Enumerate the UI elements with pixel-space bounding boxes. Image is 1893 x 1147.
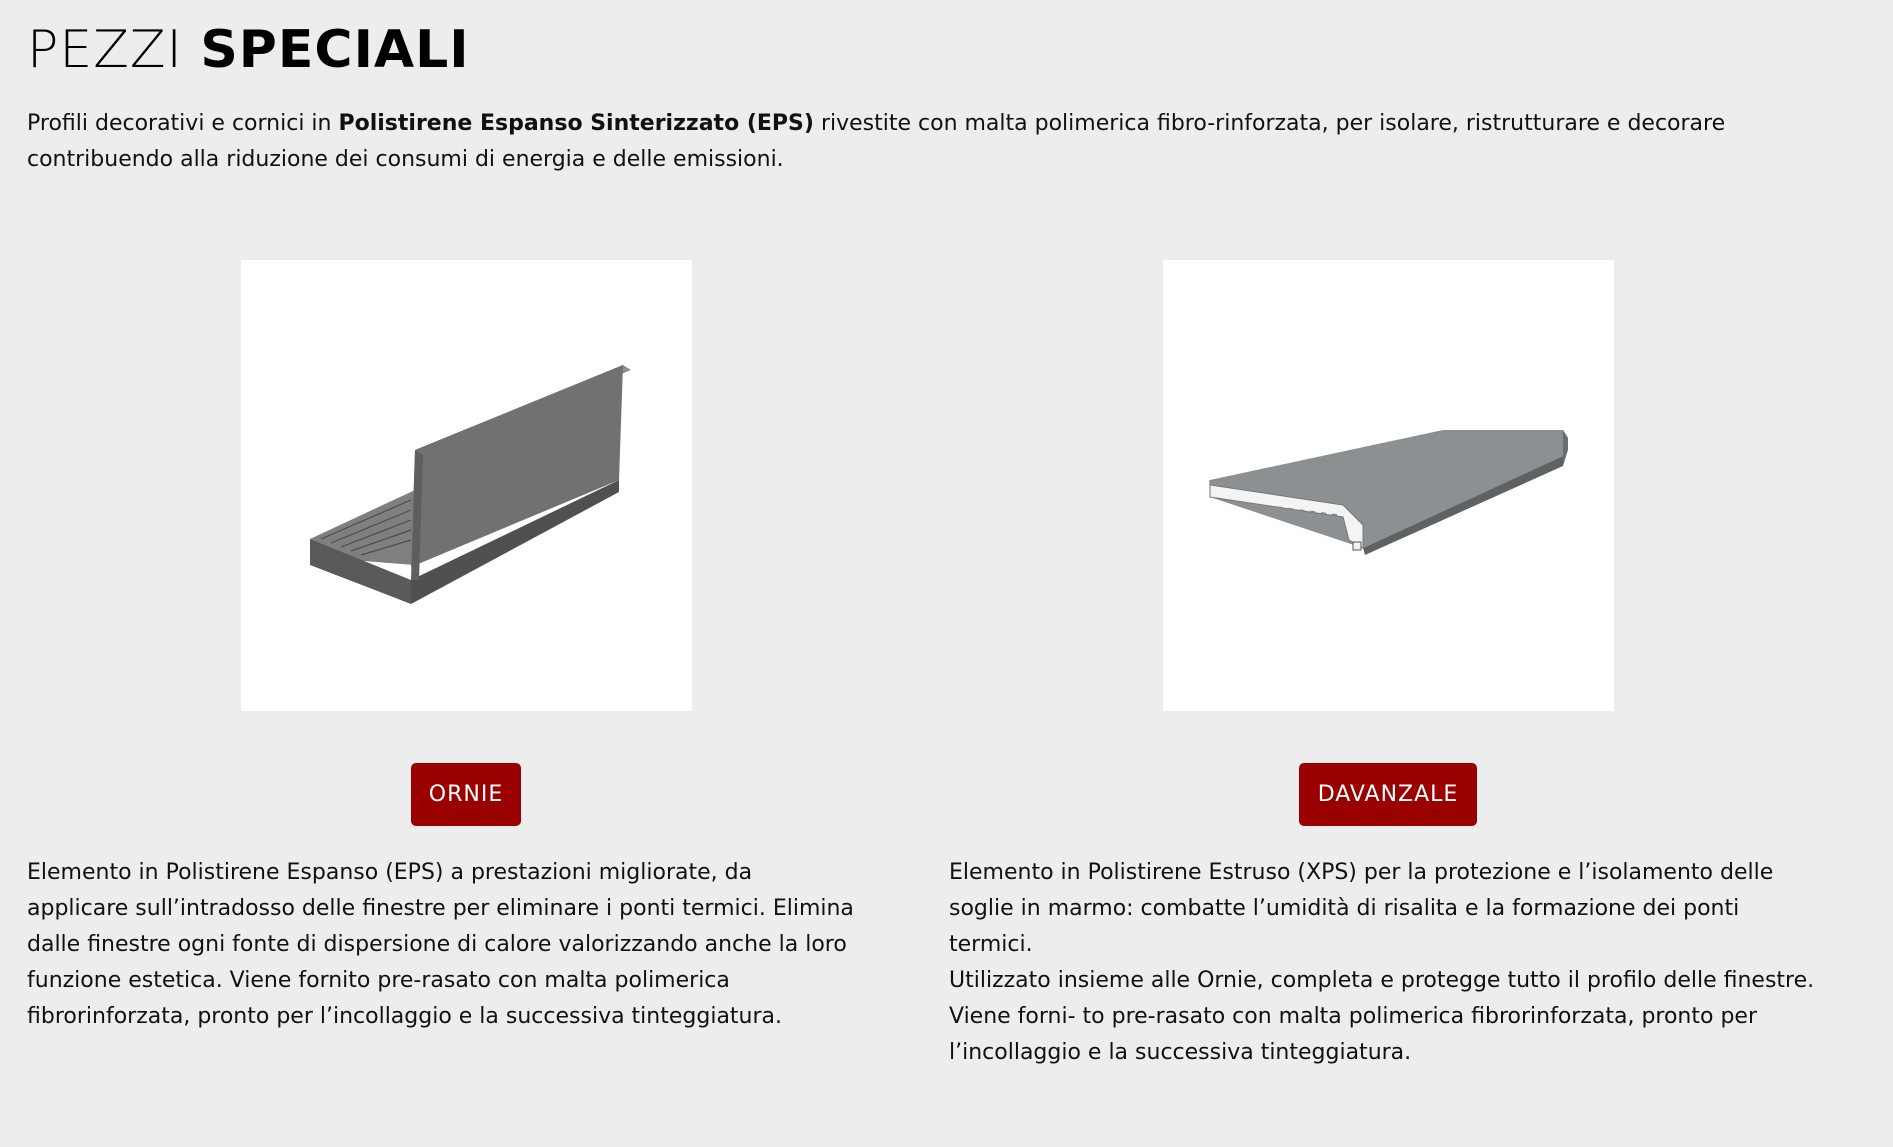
intro-highlight: Polistirene Espanso Sinterizzato (EPS) [338,111,814,136]
ornie-description-text: Elemento in Polistirene Espanso (EPS) a prestazioni migliorate, da applicare sull’intradosso delle finestre per eliminare i ponti termici. Elimina dalle finestre ogni fonte di dispersione di calore valorizzando anche la loro funzione estetica. Viene fornito pre-rasato con malta polimerica fibrorinforzata, pronto per l’incollaggio e la successiva tinteggiatura. [27,860,854,1029]
ornie-button[interactable]: ORNIE [411,763,521,826]
davanzale-description [949,855,1829,1071]
ornie-description [27,855,857,1035]
l-shaped-profile-icon [241,260,692,711]
page-title-light: PEZZI [27,20,183,80]
intro-after: rivestite con malta polimerica fibro-rinforzata, per isolare, ristrutturare e decorare contribuendo alla riduzione dei consumi di energia e delle emissioni. [27,111,1726,172]
page-title-bold: SPECIALI [200,20,470,80]
davanzale-description-text-2: Utilizzato insieme alle Ornie, completa e protegge tutto il profilo delle finestre. Viene forni- to pre-rasato con malta polimerica fibrorinforzata, pronto per l’incollaggio e la successiva tinteggiatura. [949,968,1815,1065]
intro-before: Profili decorativi e cornici in [27,111,339,136]
ornie-image[interactable] [241,260,692,711]
davanzale-button[interactable]: DAVANZALE [1299,763,1477,826]
page-title [27,20,470,80]
sill-profile-icon [1163,260,1614,711]
intro-text [27,106,1857,178]
davanzale-image[interactable] [1163,260,1614,711]
davanzale-description-text-1: Elemento in Polistirene Estruso (XPS) per la protezione e l’isolamento delle soglie in marmo: combatte l’umidità di risalita e la formazione dei ponti termici. [949,860,1774,957]
